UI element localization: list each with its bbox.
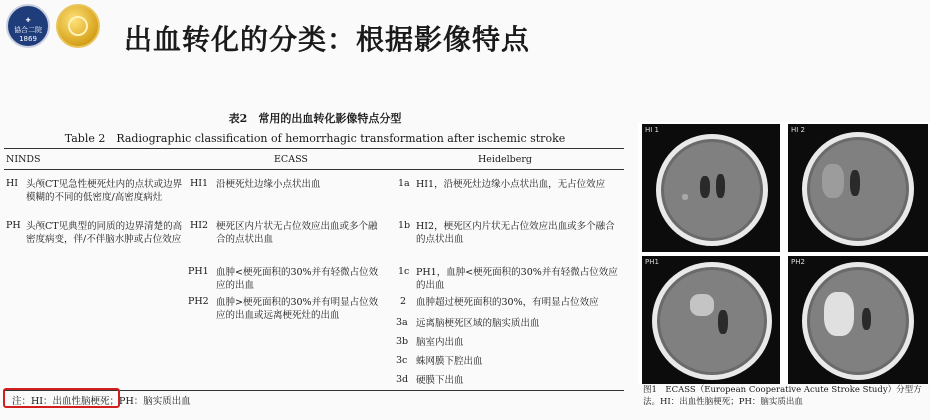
ct-panel-ph2	[788, 256, 928, 384]
table-caption-en: Table 2 Radiographic classification of hemorrhagic transformation after ischemic stroke	[64, 132, 566, 145]
heidelberg-label: 1a	[398, 178, 410, 189]
ninds-desc: 头颅CT见典型的同质的边界清楚的高密度病变，伴/不伴脑水肿或占位效应	[26, 221, 183, 245]
col-header-ecass: ECASS	[274, 154, 308, 165]
heidelberg-desc: HI2，梗死区内片状无占位效应出血或多个融合的点状出血	[416, 221, 615, 245]
heidelberg-label: 3d	[396, 374, 409, 385]
page-title: 出血转化的分类：根据影像特点	[124, 23, 531, 56]
figure-caption: 图1 ECASS（European Cooperative Acute Stroke Study）分型方法。HI：出血性脑梗死；PH：脑实质出血	[643, 385, 922, 407]
ecass-label: PH1	[188, 266, 209, 277]
heidelberg-label: 1b	[398, 220, 411, 231]
heidelberg-desc: 硬膜下出血	[416, 375, 464, 386]
heidelberg-label: 3c	[396, 355, 408, 366]
ct-panel-hi2	[788, 124, 928, 252]
ct-figure	[638, 122, 930, 384]
table-top-rule	[4, 148, 624, 149]
ecass-desc: 沿梗死灶边缘小点状出血	[216, 179, 321, 190]
col-header-ninds: NINDS	[6, 154, 41, 165]
heidelberg-desc: 蛛网膜下腔出血	[416, 356, 483, 367]
ecass-label: HI2	[190, 220, 209, 231]
heidelberg-label: 1c	[398, 266, 410, 277]
footnote-highlighted: 注：HI：出血性脑梗死；	[12, 396, 120, 407]
panel-label: HI 2	[791, 126, 806, 134]
ecass-desc: 血肿>梗死面积的30%并有明显占位效应的出血或远离梗死灶的出血	[216, 297, 379, 321]
ecass-desc: 血肿<梗死面积的30%并有轻微占位效应的出血	[216, 267, 379, 291]
ninds-desc: 头颅CT见急性梗死灶内的点状或边界模糊的不同的低密度/高密度病灶	[26, 179, 183, 203]
heidelberg-desc: 血肿超过梗死面积的30%，有明显占位效应	[416, 297, 599, 308]
heidelberg-desc: 脑室内出血	[416, 337, 464, 348]
heidelberg-label: 2	[400, 296, 407, 307]
table-caption-cn: 表2 常用的出血转化影像特点分型	[228, 112, 402, 125]
panel-label: HI 1	[645, 126, 660, 134]
hospital-logo-text: 協合二院 1869	[14, 26, 42, 43]
ct-panel-ph1	[642, 256, 780, 384]
table-header-rule	[4, 169, 624, 170]
highlight-annotation-box	[3, 388, 120, 408]
heidelberg-desc: HI1，沿梗死灶边缘小点状出血，无占位效应	[416, 179, 606, 190]
panel-label: PH2	[791, 258, 805, 266]
heidelberg-desc: 远离脑梗死区域的脑实质出血	[416, 318, 540, 329]
heidelberg-desc: PH1，血肿<梗死面积的30%并有轻微占位效应的出血	[416, 267, 618, 291]
panel-label: PH1	[645, 258, 659, 266]
hospital-logo: ✚ 協合二院 1869	[6, 4, 50, 48]
ecass-label: PH2	[188, 296, 209, 307]
ecass-label: HI1	[190, 178, 209, 189]
accreditation-seal-logo	[56, 4, 100, 48]
ninds-label: PH	[6, 220, 21, 231]
footnote-rest: PH：脑实质出血	[119, 396, 191, 407]
col-header-heidelberg: Heidelberg	[478, 154, 533, 165]
ecass-desc: 梗死区内片状无占位效应出血或多个融合的点状出血	[216, 221, 378, 245]
ct-panel-hi1	[642, 124, 780, 252]
heidelberg-label: 3b	[396, 336, 409, 347]
heidelberg-label: 3a	[396, 317, 408, 328]
classification-table	[0, 100, 630, 420]
ninds-label: HI	[6, 178, 19, 189]
